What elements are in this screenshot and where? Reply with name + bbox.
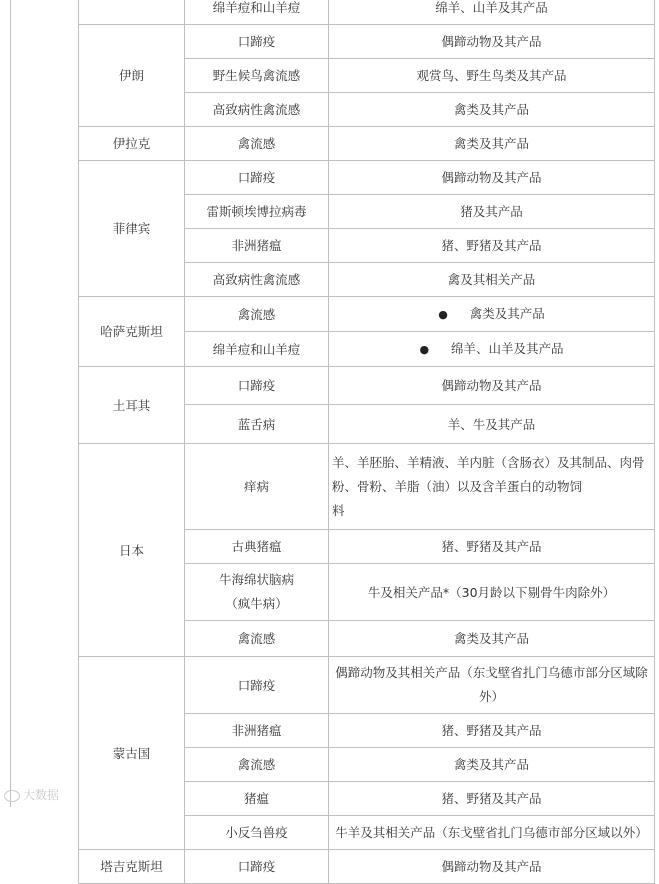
disease-cell: 高致病性禽流感 — [185, 263, 329, 297]
bullet-icon: ● — [419, 343, 430, 356]
product-cell: 羊、羊胚胎、羊精液、羊内脏（含肠衣）及其制品、肉骨 粉、骨粉、羊脂（油）以及含羊蛋白的动物饲 料 — [329, 444, 655, 530]
disease-cell: 野生候鸟禽流感 — [185, 59, 329, 93]
product-cell: 偶蹄动物及其产品 — [329, 850, 655, 884]
disease-cell: 雷斯顿埃博拉病毒 — [185, 195, 329, 229]
country-cell: 伊朗 — [79, 25, 185, 127]
weibo-icon — [4, 790, 20, 802]
product-cell: 猪、野猪及其产品 — [329, 229, 655, 263]
disease-cell: 绵羊痘和山羊痘 — [185, 0, 329, 25]
country-cell: 土耳其 — [79, 367, 185, 444]
country-cell: 日本 — [79, 444, 185, 657]
watermark: 大数据 — [4, 786, 59, 803]
epidemic-table-container — [78, 0, 654, 884]
product-cell: 猪、野猪及其产品 — [329, 714, 655, 748]
product-cell: 牛及相关产品*（30月龄以下剔骨牛肉除外） — [329, 564, 655, 621]
disease-cell: 禽流感 — [185, 297, 329, 332]
product-cell: 牛羊及其相关产品（东戈壁省扎门乌德市部分区域以外） — [329, 816, 655, 850]
country-cell: 伊拉克 — [79, 127, 185, 161]
product-cell: 禽类及其产品 — [329, 748, 655, 782]
table-row — [79, 161, 655, 195]
disease-cell: 高致病性禽流感 — [185, 93, 329, 127]
product-cell: 猪、野猪及其产品 — [329, 782, 655, 816]
product-cell: 偶蹄动物及其产品 — [329, 161, 655, 195]
table-row — [79, 444, 655, 530]
product-cell: 禽类及其产品 — [329, 93, 655, 127]
disease-cell: 口蹄疫 — [185, 850, 329, 884]
product-cell: 禽类及其产品 — [329, 127, 655, 161]
product-cell: 偶蹄动物及其产品 — [329, 25, 655, 59]
product-cell: 猪及其产品 — [329, 195, 655, 229]
disease-cell: 非洲猪瘟 — [185, 714, 329, 748]
table-row — [79, 127, 655, 161]
disease-cell: 口蹄疫 — [185, 25, 329, 59]
disease-cell: 小反刍兽疫 — [185, 816, 329, 850]
disease-cell: 口蹄疫 — [185, 161, 329, 195]
disease-cell: 非洲猪瘟 — [185, 229, 329, 263]
product-cell: 猪、野猪及其产品 — [329, 530, 655, 564]
disease-cell: 牛海绵状脑病 （疯牛病） — [185, 564, 329, 621]
product-cell: 羊、牛及其产品 — [329, 405, 655, 444]
product-cell: 禽及其相关产品 — [329, 263, 655, 297]
product-cell: ● 绵羊、山羊及其产品 — [329, 332, 655, 367]
table-row — [79, 657, 655, 714]
product-cell: 观赏鸟、野生鸟类及其产品 — [329, 59, 655, 93]
country-cell: 蒙古国 — [79, 657, 185, 850]
disease-cell: 猪瘟 — [185, 782, 329, 816]
disease-cell: 口蹄疫 — [185, 367, 329, 405]
table-row — [79, 0, 655, 25]
table-row — [79, 25, 655, 59]
country-cell: 菲律宾 — [79, 161, 185, 297]
country-cell: 哈萨克斯坦 — [79, 297, 185, 367]
disease-cell: 古典猪瘟 — [185, 530, 329, 564]
product-cell: ● 禽类及其产品 — [329, 297, 655, 332]
product-cell: 禽类及其产品 — [329, 621, 655, 657]
bullet-icon: ● — [438, 308, 448, 321]
disease-cell: 禽流感 — [185, 748, 329, 782]
table-row — [79, 850, 655, 884]
table-row — [79, 297, 655, 332]
epidemic-table — [78, 0, 655, 884]
table-row — [79, 367, 655, 405]
disease-cell: 禽流感 — [185, 127, 329, 161]
disease-cell: 禽流感 — [185, 621, 329, 657]
country-cell: 塔吉克斯坦 — [79, 850, 185, 884]
product-cell: 绵羊、山羊及其产品 — [329, 0, 655, 25]
disease-cell: 蓝舌病 — [185, 405, 329, 444]
product-cell: 偶蹄动物及其产品 — [329, 367, 655, 405]
product-cell: 偶蹄动物及其相关产品（东戈壁省扎门乌德市部分区域除 外） — [329, 657, 655, 714]
disease-cell: 痒病 — [185, 444, 329, 530]
left-border-line — [10, 0, 11, 807]
disease-cell: 口蹄疫 — [185, 657, 329, 714]
disease-cell: 绵羊痘和山羊痘 — [185, 332, 329, 367]
